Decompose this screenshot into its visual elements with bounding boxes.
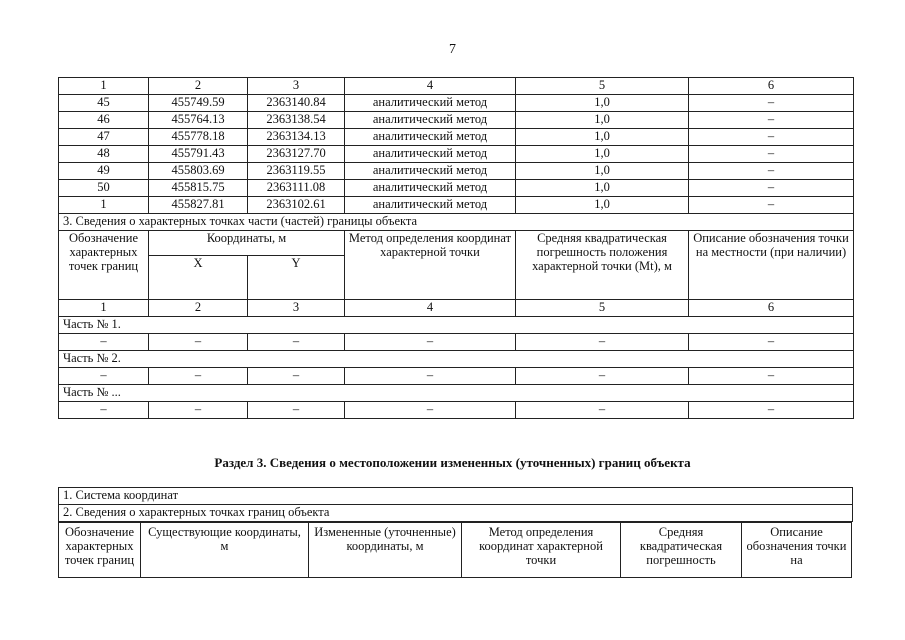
point-id: 1 (59, 197, 149, 214)
method: аналитический метод (345, 163, 516, 180)
coordinate-system-label: 1. Система координат (59, 488, 853, 505)
coord-y: 2363134.13 (248, 129, 345, 146)
description: – (689, 197, 854, 214)
cell: – (516, 402, 689, 419)
header-coords: Координаты, м (149, 231, 345, 256)
point-id: 49 (59, 163, 149, 180)
table-row (59, 402, 854, 419)
point-id: 48 (59, 146, 149, 163)
coord-x: 455827.81 (149, 197, 248, 214)
coord-y: 2363127.70 (248, 146, 345, 163)
coord-x: 455803.69 (149, 163, 248, 180)
cell: – (248, 368, 345, 385)
col-number: 2 (149, 78, 248, 95)
error: 1,0 (516, 95, 689, 112)
description: – (689, 180, 854, 197)
header-row (59, 231, 854, 256)
table-row (59, 334, 854, 351)
error: 1,0 (516, 180, 689, 197)
coord-x: 455815.75 (149, 180, 248, 197)
header-error: Средняя квадратическая погрешность (621, 523, 742, 578)
col-number: 5 (516, 78, 689, 95)
cell: – (59, 334, 149, 351)
table-row (59, 163, 854, 180)
cell: – (149, 368, 248, 385)
part-label-row (59, 385, 854, 402)
boundary-points-label: 2. Сведения о характерных точках границ объекта (59, 505, 853, 522)
error: 1,0 (516, 163, 689, 180)
part-label: Часть № 1. (59, 317, 854, 334)
col-number: 4 (345, 78, 516, 95)
header-designation: Обозначение характерных точек границ (59, 231, 149, 300)
method: аналитический метод (345, 112, 516, 129)
error: 1,0 (516, 112, 689, 129)
col-number: 2 (149, 300, 248, 317)
header-description: Описание обозначения точки на местности (при наличии) (689, 231, 854, 300)
cell: – (689, 402, 854, 419)
table-row (59, 129, 854, 146)
header-changed-coords: Измененные (уточненные) координаты, м (309, 523, 462, 578)
changed-boundaries-table (58, 522, 852, 578)
description: – (689, 129, 854, 146)
table-row (59, 368, 854, 385)
coord-x: 455791.43 (149, 146, 248, 163)
cell: – (59, 402, 149, 419)
description: – (689, 112, 854, 129)
col-number: 6 (689, 300, 854, 317)
header-row (59, 523, 852, 578)
cell: – (149, 402, 248, 419)
section-heading: Раздел 3. Сведения о местоположении измененных (уточненных) границ объекта (214, 455, 691, 470)
error: 1,0 (516, 129, 689, 146)
col-number: 5 (516, 300, 689, 317)
description: – (689, 146, 854, 163)
error: 1,0 (516, 146, 689, 163)
cell: – (149, 334, 248, 351)
cell: – (345, 402, 516, 419)
col-number: 3 (248, 78, 345, 95)
section3-title: 3. Сведения о характерных точках части (частей) границы объекта (59, 214, 854, 231)
page-number: 7 (449, 42, 456, 57)
coord-x: 455764.13 (149, 112, 248, 129)
method: аналитический метод (345, 180, 516, 197)
table-row (59, 505, 853, 522)
coordinates-table (58, 77, 854, 419)
cell: – (59, 368, 149, 385)
cell: – (345, 368, 516, 385)
coord-y: 2363138.54 (248, 112, 345, 129)
header-description: Описание обозначения точки на (742, 523, 852, 578)
table-row (59, 197, 854, 214)
error: 1,0 (516, 197, 689, 214)
col-number: 1 (59, 78, 149, 95)
header-existing-coords: Существующие координаты, м (141, 523, 309, 578)
cell: – (689, 368, 854, 385)
table-row (59, 112, 854, 129)
col-number: 6 (689, 78, 854, 95)
coord-y: 2363111.08 (248, 180, 345, 197)
coord-x: 455778.18 (149, 129, 248, 146)
table-row (59, 180, 854, 197)
header-method: Метод определения координат характерной точки (462, 523, 621, 578)
part-label: Часть № ... (59, 385, 854, 402)
part-label-row (59, 351, 854, 368)
cell: – (248, 334, 345, 351)
point-id: 50 (59, 180, 149, 197)
col-number: 3 (248, 300, 345, 317)
section-title-row (59, 214, 854, 231)
coord-y: 2363119.55 (248, 163, 345, 180)
part-label-row (59, 317, 854, 334)
description: – (689, 95, 854, 112)
cell: – (516, 334, 689, 351)
cell: – (689, 334, 854, 351)
method: аналитический метод (345, 95, 516, 112)
point-id: 46 (59, 112, 149, 129)
column-numbers-row (59, 300, 854, 317)
coordinate-system-table (58, 487, 853, 522)
coord-y: 2363102.61 (248, 197, 345, 214)
header-x: X (149, 256, 248, 300)
header-designation: Обозначение характерных точек границ (59, 523, 141, 578)
table-row (59, 146, 854, 163)
point-id: 47 (59, 129, 149, 146)
table-row (59, 488, 853, 505)
cell: – (516, 368, 689, 385)
table-row (59, 95, 854, 112)
method: аналитический метод (345, 197, 516, 214)
cell: – (248, 402, 345, 419)
method: аналитический метод (345, 129, 516, 146)
description: – (689, 163, 854, 180)
header-method: Метод определения координат характерной точки (345, 231, 516, 300)
column-numbers-row (59, 78, 854, 95)
header-y: Y (248, 256, 345, 300)
coord-x: 455749.59 (149, 95, 248, 112)
col-number: 1 (59, 300, 149, 317)
coord-y: 2363140.84 (248, 95, 345, 112)
part-label: Часть № 2. (59, 351, 854, 368)
cell: – (345, 334, 516, 351)
col-number: 4 (345, 300, 516, 317)
method: аналитический метод (345, 146, 516, 163)
header-error: Средняя квадратическая погрешность положения характерной точки (Mt), м (516, 231, 689, 300)
point-id: 45 (59, 95, 149, 112)
